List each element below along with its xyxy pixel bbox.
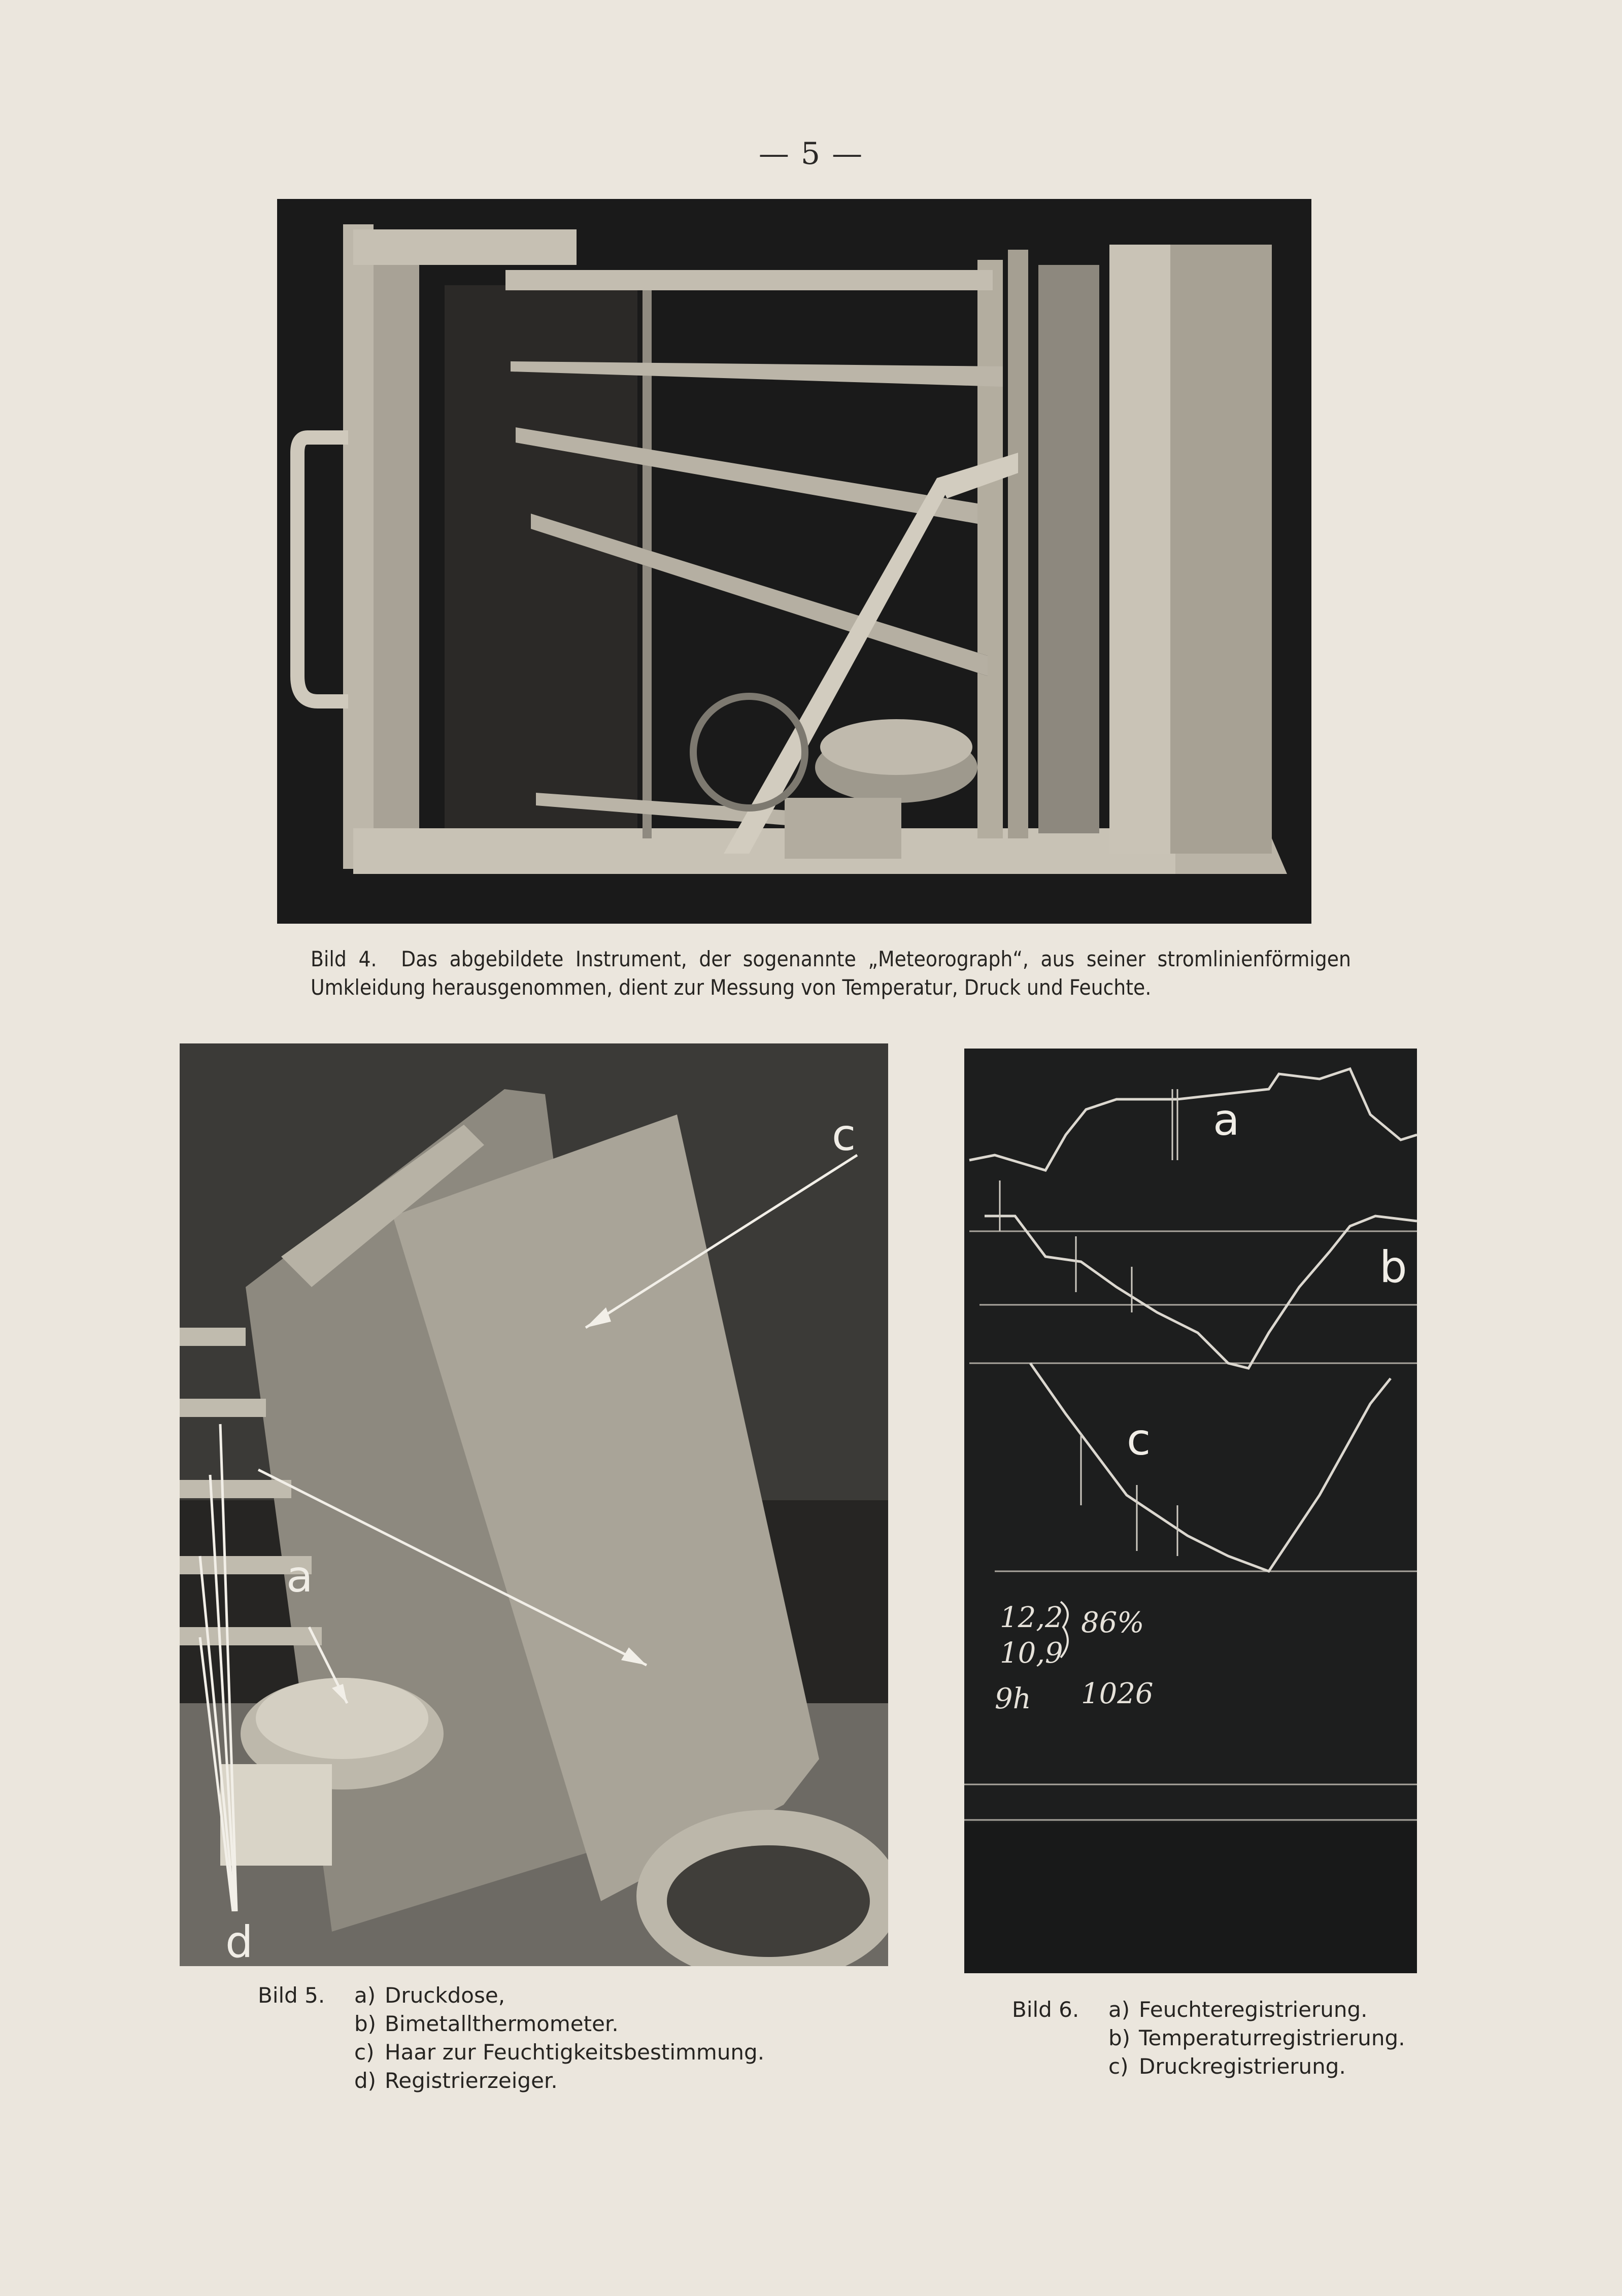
- figure-5-legend-row-a: [258, 1981, 867, 2010]
- figure-5-label: Bild 5.: [258, 1983, 325, 2008]
- handwriting-12-2: 12,2: [1000, 1601, 1063, 1634]
- figure-6-legend: [1012, 1996, 1469, 2081]
- figure-4-label: Bild 4.: [311, 947, 377, 971]
- figure-5-legend-row-b: [258, 2010, 867, 2038]
- legend-letter: b): [354, 2011, 377, 2036]
- figure-6-label-c: c: [1127, 1414, 1151, 1465]
- figure-6-legend-row-b: [1012, 2024, 1469, 2052]
- figure-4-photo: [277, 199, 1311, 924]
- figure-6-label: Bild 6.: [1012, 1997, 1079, 2022]
- figure-6-label-b: b: [1379, 1242, 1407, 1293]
- legend-text: Druckdose,: [385, 1983, 505, 2008]
- legend-letter: d): [354, 2068, 377, 2093]
- figure-5-legend: [258, 1981, 867, 2095]
- figure-4-caption: [311, 945, 1351, 1002]
- legend-text: Haar zur Feuchtigkeitsbestimmung.: [385, 2040, 765, 2065]
- legend-letter: b): [1108, 2025, 1131, 2050]
- page-number: — 5 —: [758, 136, 864, 172]
- legend-letter: a): [354, 1983, 376, 2008]
- legend-letter: a): [1108, 1997, 1130, 2022]
- figure-5-label-c: c: [832, 1110, 856, 1161]
- figure-6-legend-row-c: [1012, 2052, 1469, 2081]
- legend-letter: c): [354, 2040, 375, 2065]
- legend-text: Registrierzeiger.: [385, 2068, 558, 2093]
- figure-4-caption-text: Das abgebildete Instrument, der sogenannte „Meteorograph“, aus seiner stromlinienförmigen Umkleidung herausgenommen, dient zur Messung von Temperatur, Druck und Feuchte.: [311, 947, 1351, 1000]
- legend-text: Druckregistrierung.: [1139, 2054, 1346, 2079]
- figure-5-label-d: d: [225, 1917, 253, 1966]
- figure-6-legend-row-a: [1012, 1996, 1469, 2024]
- figure-5-label-a: a: [286, 1551, 313, 1602]
- figure-5-legend-row-c: [258, 2038, 867, 2067]
- figure-6-label-a: a: [1213, 1095, 1240, 1145]
- legend-text: Feuchteregistrierung.: [1139, 1997, 1368, 2022]
- handwriting-10-9: 10,9: [1000, 1637, 1063, 1670]
- figure-5-legend-row-d: [258, 2067, 867, 2095]
- figure-6-photo: [964, 1049, 1417, 1973]
- figure-5-photo: [180, 1043, 888, 1966]
- handwriting-1026: 1026: [1081, 1677, 1154, 1710]
- legend-letter: c): [1108, 2054, 1129, 2079]
- legend-text: Temperaturregistrierung.: [1139, 2025, 1405, 2050]
- legend-text: Bimetallthermometer.: [385, 2011, 619, 2036]
- handwriting-86-percent: 86%: [1081, 1606, 1144, 1639]
- handwriting-9h: 9h: [995, 1682, 1031, 1715]
